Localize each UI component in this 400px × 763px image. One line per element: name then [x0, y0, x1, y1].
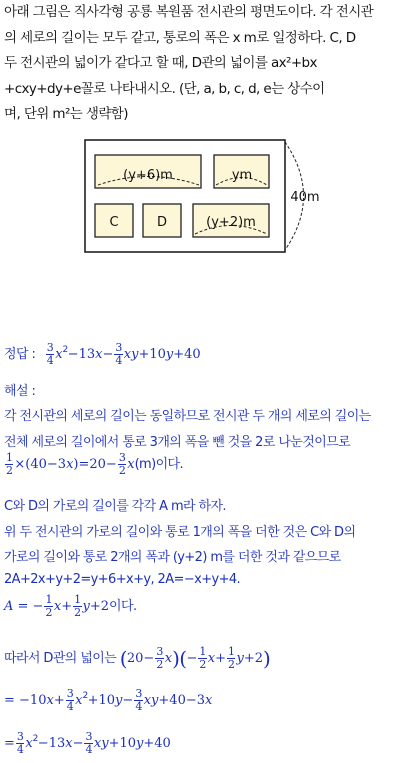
problem-text: [4, 0, 398, 128]
label-height: 40m: [290, 190, 320, 205]
explanation-label: 해설 :: [4, 384, 36, 399]
problem-line-1: 아래 그림은 직사각형 공룡 복원품 전시관의 평면도이다. 각 전시관: [4, 4, 374, 20]
problem-line-5: 며, 단위 m²는 생략함): [4, 106, 128, 122]
problem-line-2: 의 세로의 길이는 모두 같고, 통로의 폭은 x m로 일정하다. C, D: [4, 29, 356, 46]
label-room-c: C: [109, 215, 119, 230]
answer-expression: $\frac{3}{4}$ $x^2-13x-$ $\frac{3}{4}$ xy+10y+40: [46, 341, 201, 367]
explanation-line-9: 따라서 D관의 넓이는 (20− $\frac{3}{2}$ x)(− $\frac{1}{2}$ x+ $\frac{1}{2}$ y+2): [4, 645, 271, 671]
explanation-line-1: 각 전시관의 세로의 길이는 동일하므로 전시관 두 개의 세로의 길이는: [4, 409, 371, 424]
explanation-line-5: 위 두 전시관의 가로의 길이와 통로 1개의 폭을 더한 것은 C와 D의: [4, 525, 356, 540]
explanation-line-8: A = − $\frac{1}{2}$ x+ $\frac{1}{2}$ y+2이다.: [4, 593, 137, 619]
explanation-line-10: = −10x+ $\frac{3}{4}$ $x^2+10y-$ $\frac{3}{4}$ xy+40−3x: [4, 687, 213, 713]
problem-line-4: +cxy+dy+e꼴로 나타내시오. (단, a, b, c, d, e는 상수이: [4, 80, 325, 97]
answer-label: 정답 :: [4, 347, 36, 362]
label-top-right: ym: [231, 168, 253, 183]
explanation-line-7: 2A+2x+y+2=y+6+x+y, 2A=−x+y+4.: [4, 572, 241, 587]
explanation-line-3: $\frac{1}{2}$ ×(40−3x)=20− $\frac{3}{2}$ x(m)이다.: [6, 451, 184, 477]
answer-line: [4, 342, 201, 367]
explanation-line-2: 전체 세로의 길이에서 통로 3개의 폭을 뺀 것을 2로 나눈것이므로: [4, 435, 351, 450]
problem-line-3: 두 전시관의 넓이가 같다고 할 때, D관의 넓이를 ax²+bx: [4, 55, 317, 71]
label-top-left: (y+6)m: [123, 168, 173, 183]
explanation-line-11: = $\frac{3}{4}$ $x^2-13x-$ $\frac{3}{4}$ xy+10y+40: [4, 730, 171, 756]
explanation-line-4: C와 D의 가로의 길이를 각각 A m라 하자.: [4, 499, 226, 514]
explanation-line-6: 가로의 길이와 통로 2개의 폭과 (y+2) m를 더한 것과 같으므로: [4, 550, 341, 565]
floor-plan-diagram: [60, 130, 330, 260]
label-bottom-right: (y+2)m: [206, 215, 256, 230]
label-room-d: D: [156, 215, 168, 230]
